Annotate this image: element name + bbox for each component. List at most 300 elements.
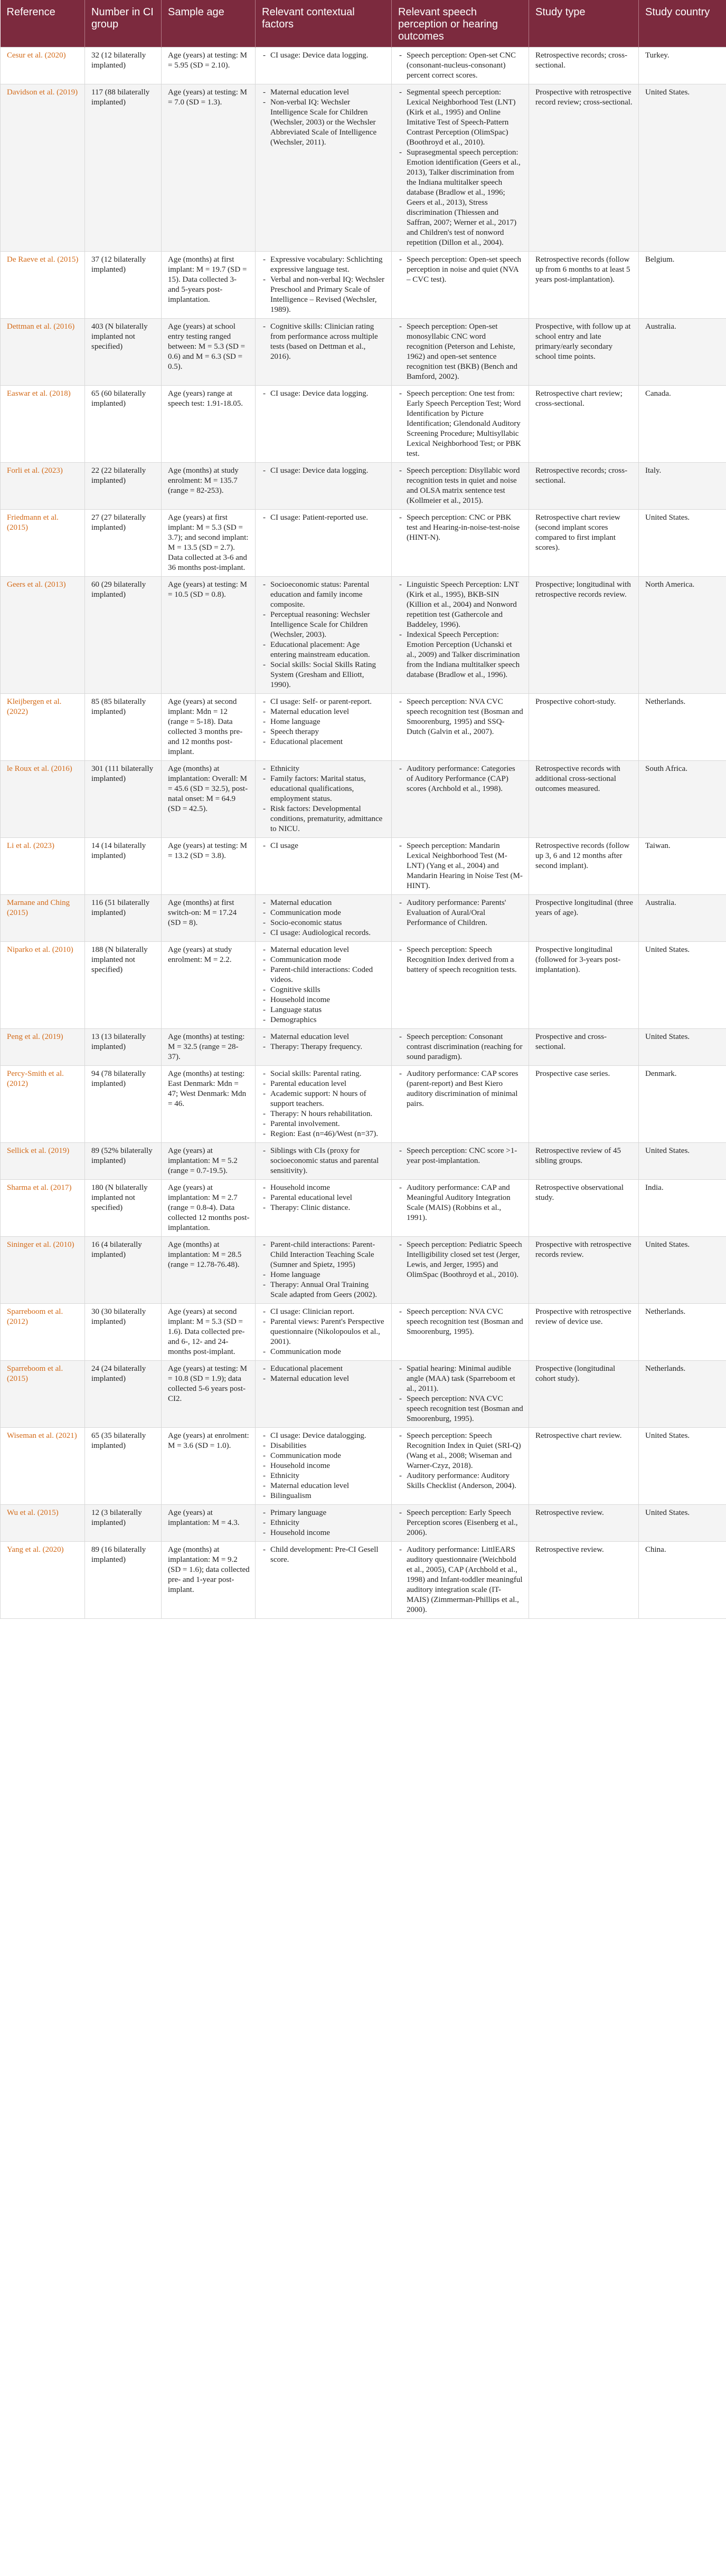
cell-reference bbox=[1, 761, 85, 838]
cell-factors-item: - Maternal education level bbox=[269, 1032, 386, 1042]
cell-outcomes bbox=[392, 577, 529, 694]
cell-study-type-text: Prospective with retrospective record review; cross-sectional. bbox=[535, 88, 633, 107]
cell-country bbox=[639, 252, 726, 319]
cell-study-type bbox=[529, 838, 639, 895]
cell-reference-text[interactable]: Geers et al. (2013) bbox=[7, 580, 66, 589]
cell-sample-age bbox=[162, 1304, 256, 1361]
cell-study-type-text: Retrospective review. bbox=[535, 1509, 604, 1517]
cell-reference bbox=[1, 1304, 85, 1361]
cell-factors-item: - Ethnicity bbox=[269, 764, 386, 774]
cell-factors bbox=[256, 1029, 392, 1066]
cell-factors-item: - Family factors: Marital status, educational qualifications, employment status. bbox=[269, 774, 386, 804]
cell-reference-text[interactable]: Davidson et al. (2019) bbox=[7, 88, 78, 97]
cell-sample-age bbox=[162, 1237, 256, 1304]
cell-country bbox=[639, 510, 726, 577]
cell-country bbox=[639, 386, 726, 463]
cell-outcomes-item: - Speech perception: NVA CVC speech recognition test (Bosman and Smoorenburg, 1995). bbox=[406, 1394, 523, 1424]
cell-sample-age-text: Age (months) at implantation: M = 9.2 (SD = 1.6); data collected pre- and 1-year post-implant. bbox=[168, 1545, 250, 1594]
cell-sample-age-text: Age (years) at second implant: M = 5.3 (SD = 1.6). Data collected pre- and 6-, 12- and 24-months post-implant. bbox=[168, 1308, 245, 1356]
cell-country bbox=[639, 942, 726, 1029]
cell-factors-item: - CI usage bbox=[269, 841, 386, 851]
cell-reference-text[interactable]: Forli et al. (2023) bbox=[7, 466, 63, 475]
cell-sample-age-text: Age (months) at first implant: M = 19.7 (SD = 15). Data collected 3- and 5-years post-implantation. bbox=[168, 255, 247, 304]
cell-factors bbox=[256, 1180, 392, 1237]
cell-outcomes bbox=[392, 1066, 529, 1143]
cell-number-text: 12 (3 bilaterally implanted) bbox=[91, 1509, 142, 1527]
cell-outcomes bbox=[392, 1428, 529, 1505]
cell-sample-age bbox=[162, 1428, 256, 1505]
table-row bbox=[1, 1143, 726, 1180]
cell-factors-item: - Educational placement bbox=[269, 737, 386, 747]
cell-factors-item: - Household income bbox=[269, 1461, 386, 1471]
cell-number-text: 13 (13 bilaterally implanted) bbox=[91, 1033, 146, 1051]
cell-reference bbox=[1, 1542, 85, 1619]
cell-country-text: United States. bbox=[645, 513, 690, 522]
cell-reference-text[interactable]: Easwar et al. (2018) bbox=[7, 389, 71, 398]
cell-factors bbox=[256, 577, 392, 694]
cell-reference-text[interactable]: Wiseman et al. (2021) bbox=[7, 1432, 77, 1440]
cell-outcomes-list bbox=[398, 255, 523, 285]
cell-reference-text[interactable]: Sininger et al. (2010) bbox=[7, 1241, 74, 1249]
cell-number-text: 65 (35 bilaterally implanted) bbox=[91, 1432, 146, 1450]
cell-factors-list bbox=[262, 1431, 386, 1501]
cell-study-type bbox=[529, 319, 639, 386]
cell-factors bbox=[256, 942, 392, 1029]
cell-factors-list bbox=[262, 945, 386, 1025]
cell-outcomes-item: - Linguistic Speech Perception: LNT (Kirk et al., 1995), BKB-SIN (Killion et al., 2004) and Nonword repetition test (Gathercole and Baddeley, 1996). bbox=[406, 580, 523, 630]
cell-number bbox=[85, 1304, 162, 1361]
cell-number bbox=[85, 1180, 162, 1237]
cell-outcomes-item: - Speech perception: Open-set CNC (consonant-nucleus-consonant) percent correct scores. bbox=[406, 51, 523, 81]
table-row bbox=[1, 252, 726, 319]
cell-number bbox=[85, 761, 162, 838]
cell-number bbox=[85, 386, 162, 463]
cell-reference-text[interactable]: Percy-Smith et al. (2012) bbox=[7, 1070, 64, 1088]
cell-sample-age-text: Age (years) at testing: M = 10.8 (SD = 1.9); data collected 5-6 years post-CI2. bbox=[168, 1365, 247, 1403]
cell-factors bbox=[256, 319, 392, 386]
cell-reference-text[interactable]: Kleijbergen et al. (2022) bbox=[7, 698, 62, 716]
cell-factors-item: - Demographics bbox=[269, 1015, 386, 1025]
cell-study-type-text: Prospective with retrospective records review. bbox=[535, 1241, 631, 1259]
cell-factors-item: - Communication mode bbox=[269, 908, 386, 918]
cell-reference bbox=[1, 1180, 85, 1237]
cell-number-text: 60 (29 bilaterally implanted) bbox=[91, 580, 146, 599]
cell-outcomes-item: - Speech perception: Speech Recognition Index in Quiet (SRI-Q) (Wang et al., 2008; Wiseman and Warner-Czyz, 2018). bbox=[406, 1431, 523, 1471]
cell-factors-item: - Educational placement bbox=[269, 1364, 386, 1374]
cell-outcomes bbox=[392, 942, 529, 1029]
cell-country-text: United States. bbox=[645, 1509, 690, 1517]
cell-number bbox=[85, 694, 162, 761]
cell-factors-list bbox=[262, 88, 386, 148]
cell-outcomes-item: - Auditory performance: Parents' Evaluation of Aural/Oral Performance of Children. bbox=[406, 898, 523, 928]
table-row bbox=[1, 942, 726, 1029]
cell-study-type-text: Retrospective records (follow up from 6 months to at least 5 years post-implantation). bbox=[535, 255, 630, 284]
table-header-row bbox=[1, 0, 726, 47]
cell-factors-item: - CI usage: Device data logging. bbox=[269, 389, 386, 399]
cell-sample-age bbox=[162, 1361, 256, 1428]
cell-reference bbox=[1, 47, 85, 84]
cell-reference bbox=[1, 1361, 85, 1428]
cell-study-type-text: Retrospective records; cross-sectional. bbox=[535, 51, 628, 70]
cell-number-text: 89 (16 bilaterally implanted) bbox=[91, 1545, 146, 1564]
cell-factors-list bbox=[262, 389, 386, 399]
cell-factors-list bbox=[262, 764, 386, 834]
cell-factors-item: - Parent-child interactions: Coded videos. bbox=[269, 965, 386, 985]
cell-factors bbox=[256, 252, 392, 319]
cell-study-type-text: Retrospective records with additional cross-sectional outcomes measured. bbox=[535, 765, 620, 793]
cell-country bbox=[639, 577, 726, 694]
table-row bbox=[1, 761, 726, 838]
cell-factors-list bbox=[262, 841, 386, 851]
cell-factors-item: - Home language bbox=[269, 717, 386, 727]
cell-sample-age bbox=[162, 386, 256, 463]
cell-reference-text[interactable]: Sparreboom et al. (2012) bbox=[7, 1308, 63, 1326]
cell-country-text: India. bbox=[645, 1184, 664, 1192]
cell-study-type bbox=[529, 1428, 639, 1505]
cell-country bbox=[639, 1542, 726, 1619]
header-study-country: Study country bbox=[639, 0, 726, 47]
cell-number-text: 94 (78 bilaterally implanted) bbox=[91, 1070, 146, 1088]
cell-study-type bbox=[529, 1029, 639, 1066]
cell-factors bbox=[256, 1237, 392, 1304]
cell-study-type-text: Retrospective chart review (second implant scores compared to first implant scores). bbox=[535, 513, 620, 552]
cell-factors-item: - Child development: Pre-CI Gesell score. bbox=[269, 1545, 386, 1565]
cell-outcomes bbox=[392, 1029, 529, 1066]
cell-factors-item: - Maternal education level bbox=[269, 707, 386, 717]
cell-study-type-text: Prospective cohort-study. bbox=[535, 698, 616, 706]
cell-factors-item: - CI usage: Device data logging. bbox=[269, 466, 386, 476]
cell-factors-item: - Household income bbox=[269, 1183, 386, 1193]
cell-factors-item: - Communication mode bbox=[269, 955, 386, 965]
cell-country-text: Canada. bbox=[645, 389, 671, 398]
cell-reference-text[interactable]: Sharma et al. (2017) bbox=[7, 1184, 72, 1192]
cell-outcomes bbox=[392, 84, 529, 252]
cell-factors-item: - CI usage: Device data logging. bbox=[269, 51, 386, 61]
cell-factors-item: - Ethnicity bbox=[269, 1471, 386, 1481]
cell-number-text: 37 (12 bilaterally implanted) bbox=[91, 255, 146, 274]
cell-factors-item: - Cognitive skills bbox=[269, 985, 386, 995]
cell-sample-age bbox=[162, 1029, 256, 1066]
cell-factors-list bbox=[262, 1146, 386, 1176]
cell-number-text: 30 (30 bilaterally implanted) bbox=[91, 1308, 146, 1326]
cell-country bbox=[639, 47, 726, 84]
cell-sample-age-text: Age (years) at study enrolment: M = 2.2. bbox=[168, 946, 232, 964]
cell-number-text: 116 (51 bilaterally implanted) bbox=[91, 899, 150, 917]
cell-study-type bbox=[529, 1066, 639, 1143]
cell-reference-text[interactable]: Wu et al. (2015) bbox=[7, 1509, 59, 1517]
cell-outcomes bbox=[392, 1143, 529, 1180]
cell-study-type bbox=[529, 386, 639, 463]
cell-country-text: United States. bbox=[645, 946, 690, 954]
cell-sample-age-text: Age (months) at testing: M = 32.5 (range = 28-37). bbox=[168, 1033, 245, 1061]
cell-number-text: 16 (4 bilaterally implanted) bbox=[91, 1241, 142, 1259]
cell-country-text: United States. bbox=[645, 1432, 690, 1440]
cell-reference-text[interactable]: le Roux et al. (2016) bbox=[7, 765, 72, 773]
cell-factors-item: - Therapy: Annual Oral Training Scale adapted from Geers (2002). bbox=[269, 1280, 386, 1300]
cell-outcomes-list bbox=[398, 841, 523, 891]
cell-factors-item: - Social skills: Parental rating. bbox=[269, 1069, 386, 1079]
cell-number bbox=[85, 1066, 162, 1143]
cell-factors-item: - CI usage: Clinician report. bbox=[269, 1307, 386, 1317]
cell-factors bbox=[256, 761, 392, 838]
header-reference: Reference bbox=[1, 0, 85, 47]
cell-country bbox=[639, 1237, 726, 1304]
cell-number-text: 22 (22 bilaterally implanted) bbox=[91, 466, 146, 485]
cell-outcomes bbox=[392, 838, 529, 895]
table-row bbox=[1, 1542, 726, 1619]
cell-outcomes-item: - Segmental speech perception: Lexical Neighborhood Test (LNT) (Kirk et al., 1995) and Online Imitative Test of Speech-Pattern Contrast Perception (OlimSpac) (Boothroyd et al., 2010). bbox=[406, 88, 523, 148]
cell-factors-item: - Maternal education bbox=[269, 898, 386, 908]
cell-factors-item: - Social skills: Social Skills Rating System (Gresham and Elliott, 1990). bbox=[269, 660, 386, 690]
cell-sample-age-text: Age (years) at implantation: M = 4.3. bbox=[168, 1509, 240, 1527]
cell-reference-text[interactable]: Cesur et al. (2020) bbox=[7, 51, 66, 60]
cell-reference bbox=[1, 577, 85, 694]
cell-factors bbox=[256, 838, 392, 895]
cell-study-type-text: Prospective, with follow up at school entry and late primary/early secondary school time points. bbox=[535, 322, 631, 361]
cell-number bbox=[85, 463, 162, 510]
cell-number bbox=[85, 895, 162, 942]
cell-number-text: 24 (24 bilaterally implanted) bbox=[91, 1365, 146, 1383]
cell-outcomes-item: - Speech perception: Disyllabic word recognition tests in quiet and noise and OLSA matrix sentence test (Kollmeier et al., 2015). bbox=[406, 466, 523, 506]
cell-outcomes bbox=[392, 47, 529, 84]
cell-outcomes-list bbox=[398, 945, 523, 975]
cell-sample-age bbox=[162, 510, 256, 577]
cell-reference-text[interactable]: Li et al. (2023) bbox=[7, 842, 54, 850]
cell-reference bbox=[1, 1143, 85, 1180]
table-row bbox=[1, 1029, 726, 1066]
cell-study-type-text: Prospective; longitudinal with retrospective records review. bbox=[535, 580, 631, 599]
cell-country bbox=[639, 694, 726, 761]
cell-factors-item: - Maternal education level bbox=[269, 88, 386, 98]
cell-factors-item: - Parental involvement. bbox=[269, 1119, 386, 1129]
cell-country-text: United States. bbox=[645, 1147, 690, 1155]
cell-sample-age-text: Age (months) at implantation: Overall: M = 45.6 (SD = 32.5), post-natal onset: M = 64.9 (SD = 42.5). bbox=[168, 765, 248, 813]
cell-study-type bbox=[529, 895, 639, 942]
cell-factors-item: - Parental views: Parent's Perspective questionnaire (Nikolopoulos et al., 2001). bbox=[269, 1317, 386, 1347]
cell-sample-age bbox=[162, 1180, 256, 1237]
cell-factors bbox=[256, 47, 392, 84]
cell-sample-age bbox=[162, 577, 256, 694]
cell-sample-age-text: Age (years) at school entry testing ranged between: M = 5.3 (SD = 0.6) and M = 6.3 (SD = 0.5). bbox=[168, 322, 246, 371]
cell-outcomes-item: - Speech perception: NVA CVC speech recognition test (Bosman and Smoorenburg, 1995). bbox=[406, 1307, 523, 1337]
cell-outcomes-item: - Spatial hearing: Minimal audible angle (MAA) task (Sparreboom et al., 2011). bbox=[406, 1364, 523, 1394]
cell-factors-item: - Therapy: Therapy frequency. bbox=[269, 1042, 386, 1052]
cell-factors bbox=[256, 386, 392, 463]
cell-outcomes-list bbox=[398, 764, 523, 794]
cell-outcomes-item: - Speech perception: CNC or PBK test and Hearing-in-noise-test-noise (HINT-N). bbox=[406, 513, 523, 543]
cell-reference bbox=[1, 942, 85, 1029]
cell-factors-item: - Bilingualism bbox=[269, 1491, 386, 1501]
cell-factors-item: - Parental education level bbox=[269, 1079, 386, 1089]
cell-study-type-text: Prospective case series. bbox=[535, 1070, 610, 1078]
cell-number bbox=[85, 838, 162, 895]
cell-factors-item: - Therapy: Clinic distance. bbox=[269, 1203, 386, 1213]
header-contextual-factors: Relevant contextual factors bbox=[256, 0, 392, 47]
cell-study-type-text: Prospective (longitudinal cohort study). bbox=[535, 1365, 616, 1383]
cell-sample-age-text: Age (years) at testing: M = 7.0 (SD = 1.3). bbox=[168, 88, 247, 107]
cell-study-type-text: Retrospective chart review; cross-sectional. bbox=[535, 389, 623, 408]
cell-outcomes-item: - Auditory performance: Categories of Auditory Performance (CAP) scores (Archbold et al., 1998). bbox=[406, 764, 523, 794]
cell-country bbox=[639, 1066, 726, 1143]
cell-number-text: 180 (N bilaterally implanted not specified) bbox=[91, 1184, 148, 1212]
cell-outcomes-list bbox=[398, 466, 523, 506]
cell-country bbox=[639, 319, 726, 386]
table-row bbox=[1, 1304, 726, 1361]
cell-factors-item: - Parental educational level bbox=[269, 1193, 386, 1203]
cell-reference-text[interactable]: Niparko et al. (2010) bbox=[7, 946, 73, 954]
cell-country-text: Italy. bbox=[645, 466, 662, 475]
header-number-in-ci-group: Number in CI group bbox=[85, 0, 162, 47]
cell-reference-text[interactable]: De Raeve et al. (2015) bbox=[7, 255, 79, 264]
cell-reference bbox=[1, 463, 85, 510]
cell-factors bbox=[256, 1361, 392, 1428]
cell-sample-age bbox=[162, 47, 256, 84]
cell-factors-item: - CI usage: Device datalogging. bbox=[269, 1431, 386, 1441]
cell-outcomes bbox=[392, 1180, 529, 1237]
cell-study-type bbox=[529, 942, 639, 1029]
cell-reference bbox=[1, 386, 85, 463]
cell-study-type-text: Retrospective review. bbox=[535, 1545, 604, 1554]
cell-number-text: 27 (27 bilaterally implanted) bbox=[91, 513, 146, 532]
cell-sample-age-text: Age (years) at first implant: M = 5.3 (SD = 3.7); and second implant: M = 13.5 (SD = 2.7). Data collected at 3-6 and 36 months post-implant. bbox=[168, 513, 249, 572]
cell-outcomes bbox=[392, 463, 529, 510]
cell-study-type-text: Retrospective chart review. bbox=[535, 1432, 622, 1440]
cell-study-type bbox=[529, 47, 639, 84]
cell-factors-item: - Siblings with CIs (proxy for socioeconomic status and parental sensitivity). bbox=[269, 1146, 386, 1176]
cell-reference bbox=[1, 510, 85, 577]
table-row bbox=[1, 84, 726, 252]
cell-factors-list bbox=[262, 322, 386, 362]
cell-reference-text[interactable]: Sparreboom et al. (2015) bbox=[7, 1365, 63, 1383]
table-row bbox=[1, 319, 726, 386]
cell-study-type bbox=[529, 510, 639, 577]
cell-country-text: United States. bbox=[645, 88, 690, 97]
cell-country-text: United States. bbox=[645, 1241, 690, 1249]
cell-number bbox=[85, 319, 162, 386]
cell-factors-item: - Household income bbox=[269, 1528, 386, 1538]
header-outcomes: Relevant speech perception or hearing outcomes bbox=[392, 0, 529, 47]
cell-number bbox=[85, 1428, 162, 1505]
cell-sample-age bbox=[162, 252, 256, 319]
cell-sample-age bbox=[162, 942, 256, 1029]
cell-country-text: Netherlands. bbox=[645, 698, 686, 706]
cell-number bbox=[85, 1542, 162, 1619]
cell-reference-text[interactable]: Sellick et al. (2019) bbox=[7, 1147, 70, 1155]
cell-study-type bbox=[529, 463, 639, 510]
cell-outcomes-item: - Speech perception: Pediatric Speech Intelligibility closed set test (Jerger, Lewis, and Jerger, 1995) and OlimSpac (Boothroyd et al., 2010). bbox=[406, 1240, 523, 1280]
cell-number bbox=[85, 47, 162, 84]
cell-outcomes-list bbox=[398, 1545, 523, 1615]
cell-country-text: Belgium. bbox=[645, 255, 675, 264]
table-row bbox=[1, 510, 726, 577]
cell-factors-list bbox=[262, 513, 386, 523]
cell-reference bbox=[1, 694, 85, 761]
cell-study-type-text: Retrospective observational study. bbox=[535, 1184, 624, 1202]
header-study-type: Study type bbox=[529, 0, 639, 47]
cell-outcomes-item: - Speech perception: NVA CVC speech recognition test (Bosman and Smoorenburg, 1995) and SSQ-Dutch (Galvin et al., 2007). bbox=[406, 697, 523, 737]
cell-country-text: Taiwan. bbox=[645, 842, 671, 850]
cell-outcomes-item: - Speech perception: One test from: Early Speech Perception Test; Word Identification by Picture Identification; Glendonald Auditory Screening Procedure; Multisyllabic Lexical Neighborhood Test; or PBK test. bbox=[406, 389, 523, 459]
cell-factors-list bbox=[262, 1183, 386, 1213]
cell-outcomes-item: - Speech perception: Early Speech Perception scores (Eisenberg et al., 2006). bbox=[406, 1508, 523, 1538]
cell-reference-text[interactable]: Yang et al. (2020) bbox=[7, 1545, 64, 1554]
cell-sample-age-text: Age (years) at testing: M = 5.95 (SD = 2.10). bbox=[168, 51, 247, 70]
cell-study-type-text: Retrospective records (follow up 3, 6 and 12 months after second implant). bbox=[535, 842, 630, 870]
cell-sample-age-text: Age (years) at testing: M = 13.2 (SD = 3.8). bbox=[168, 842, 247, 860]
cell-study-type bbox=[529, 84, 639, 252]
cell-number bbox=[85, 1029, 162, 1066]
cell-factors-item: - CI usage: Self- or parent-report. bbox=[269, 697, 386, 707]
cell-factors-item: - Non-verbal IQ: Wechsler Intelligence Scale for Children (Wechsler, 2003) or the Wechsler Abbreviated Scale of Intelligence (Wechsler, 2011). bbox=[269, 98, 386, 148]
cell-factors-item: - Parent-child interactions: Parent-Child Interaction Teaching Scale (Sumner and Spietz, 1995) bbox=[269, 1240, 386, 1270]
cell-reference-text[interactable]: Dettman et al. (2016) bbox=[7, 322, 75, 331]
cell-outcomes-item: - Auditory performance: Auditory Skills Checklist (Anderson, 2004). bbox=[406, 1471, 523, 1491]
cell-outcomes-list bbox=[398, 580, 523, 680]
cell-reference-text[interactable]: Friedmann et al. (2015) bbox=[7, 513, 59, 532]
cell-number-text: 403 (N bilaterally implanted not specified) bbox=[91, 322, 148, 351]
cell-factors-item: - Disabilities bbox=[269, 1441, 386, 1451]
cell-reference-text[interactable]: Marnane and Ching (2015) bbox=[7, 899, 70, 917]
cell-factors-item: - Socioeconomic status: Parental education and family income composite. bbox=[269, 580, 386, 610]
cell-sample-age bbox=[162, 694, 256, 761]
cell-number-text: 65 (60 bilaterally implanted) bbox=[91, 389, 146, 408]
cell-reference bbox=[1, 1505, 85, 1542]
cell-sample-age-text: Age (years) at implantation: M = 2.7 (range = 0.8-4). Data collected 12 months post-implantation. bbox=[168, 1184, 250, 1232]
cell-factors-list bbox=[262, 255, 386, 315]
table-row bbox=[1, 1505, 726, 1542]
cell-sample-age bbox=[162, 838, 256, 895]
table-row bbox=[1, 1066, 726, 1143]
cell-outcomes-list bbox=[398, 1364, 523, 1424]
table-row bbox=[1, 577, 726, 694]
cell-factors-item: - Speech therapy bbox=[269, 727, 386, 737]
cell-factors-list bbox=[262, 51, 386, 61]
cell-outcomes-list bbox=[398, 898, 523, 928]
cell-study-type-text: Prospective longitudinal (followed for 3-years post-implantation). bbox=[535, 946, 621, 974]
table-row bbox=[1, 47, 726, 84]
cell-outcomes bbox=[392, 510, 529, 577]
cell-reference bbox=[1, 838, 85, 895]
cell-outcomes-item: - Indexical Speech Perception: Emotion Perception (Uchanski et al., 2009) and Talker discrimination from the Indiana multitalker speech database (Bradlow et al., 1996). bbox=[406, 630, 523, 680]
cell-factors bbox=[256, 1428, 392, 1505]
cell-factors-item: - Maternal education level bbox=[269, 1481, 386, 1491]
cell-sample-age-text: Age (months) at first switch-on: M = 17.24 (SD = 8). bbox=[168, 899, 237, 927]
cell-study-type bbox=[529, 694, 639, 761]
cell-sample-age bbox=[162, 895, 256, 942]
cell-sample-age-text: Age (years) range at speech test: 1.91-18.05. bbox=[168, 389, 243, 408]
cell-reference bbox=[1, 319, 85, 386]
cell-country bbox=[639, 1505, 726, 1542]
cell-factors bbox=[256, 1066, 392, 1143]
cell-country-text: Australia. bbox=[645, 322, 676, 331]
cell-country-text: Turkey. bbox=[645, 51, 670, 60]
cell-country bbox=[639, 1029, 726, 1066]
table-row bbox=[1, 895, 726, 942]
cell-factors-list bbox=[262, 1069, 386, 1139]
cell-outcomes bbox=[392, 895, 529, 942]
cell-outcomes bbox=[392, 761, 529, 838]
cell-factors-item: - Socio-economic status bbox=[269, 918, 386, 928]
cell-sample-age-text: Age (years) at enrolment: M = 3.6 (SD = 1.0). bbox=[168, 1432, 249, 1450]
cell-sample-age-text: Age (years) at implantation: M = 5.2 (range = 0.7-19.5). bbox=[168, 1147, 238, 1175]
cell-factors bbox=[256, 510, 392, 577]
cell-reference bbox=[1, 1066, 85, 1143]
cell-reference-text[interactable]: Peng et al. (2019) bbox=[7, 1033, 63, 1041]
cell-outcomes-item: - Speech perception: Mandarin Lexical Neighborhood Test (M-LNT) (Yang et al., 2004) and Mandarin Hearing in Noise Test (M-HINT). bbox=[406, 841, 523, 891]
cell-sample-age bbox=[162, 1066, 256, 1143]
cell-study-type bbox=[529, 761, 639, 838]
cell-outcomes bbox=[392, 694, 529, 761]
